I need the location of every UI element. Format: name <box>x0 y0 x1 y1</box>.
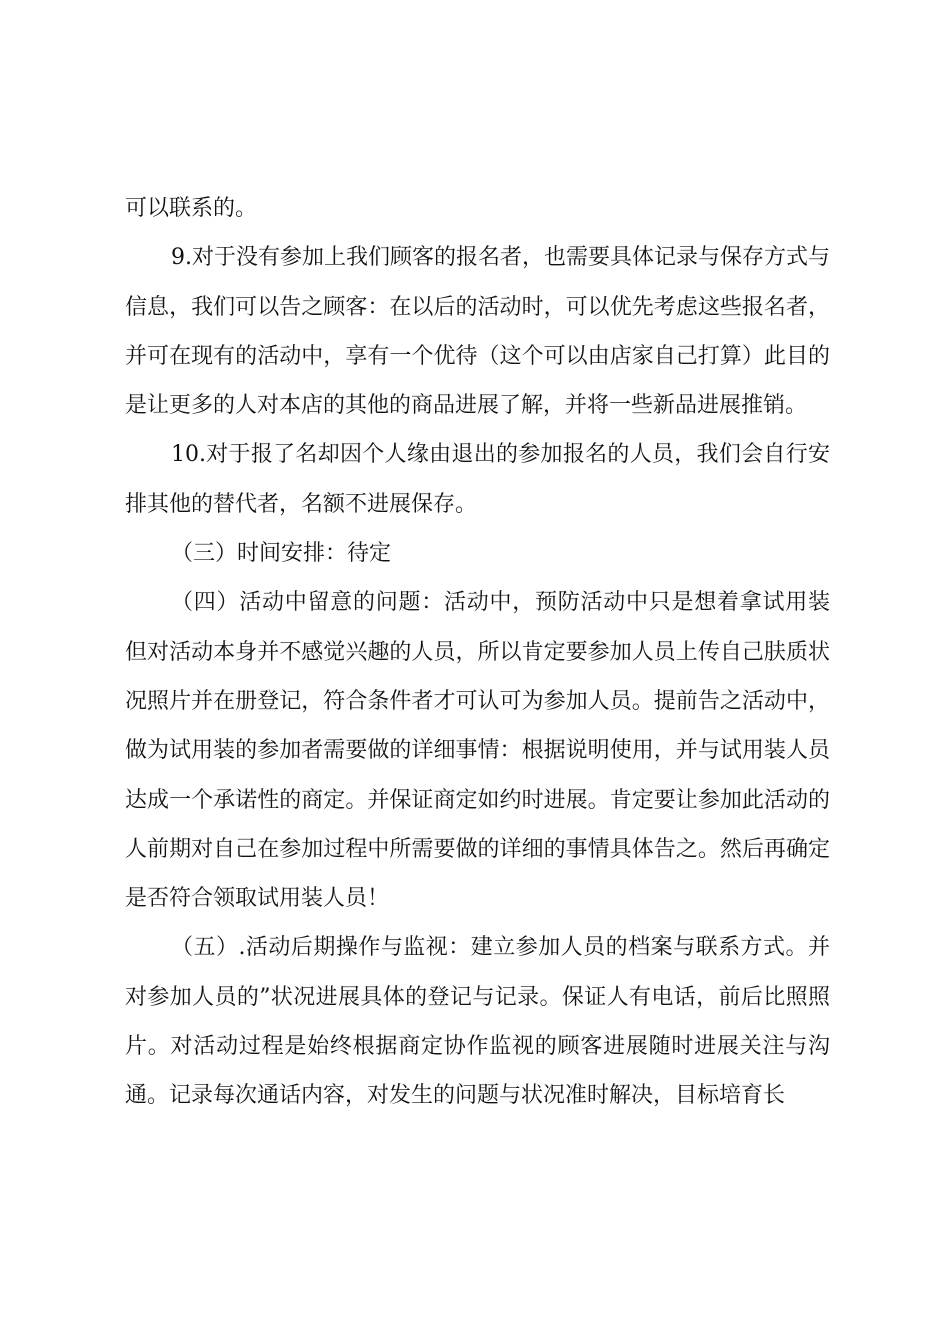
paragraph-continuation: 可以联系的。 <box>125 196 258 221</box>
section-post-activity-monitoring: （五）.活动后期操作与监视：建立参加人员的档案与联系方式。并对参加人员的”状况进展具体的登记与记录。保证人有电话，前后比照照片。对活动过程是始终根据商定协作监视的顾客进展随时进展关注与沟通。记录每次通话内容，对发生的问题与状况准时解决，目标培育长 <box>125 935 830 1109</box>
paragraph-item-10: 10.对于报了名却因个人缘由退出的参加报名的人员，我们会自行安排其他的替代者，名额不进展保存。 <box>125 442 830 517</box>
section-activity-issues: （四）活动中留意的问题：活动中，预防活动中只是想着拿试用装但对活动本身并不感觉兴趣的人员，所以肯定要参加人员上传自己肤质状况照片并在册登记，符合条件者才可认可为参加人员。提前告之活动中，做为试用装的参加者需要做的详细事情：根据说明使用，并与试用装人员达成一个承诺性的商定。并保证商定如约时进展。肯定要让参加此活动的人前期对自己在参加过程中所需要做的详细的事情具体告之。然后再确定是否符合领取试用装人员！ <box>125 590 830 912</box>
document-body <box>125 184 830 1121</box>
paragraph-item-9: 9.对于没有参加上我们顾客的报名者，也需要具体记录与保存方式与信息，我们可以告之顾客：在以后的活动时，可以优先考虑这些报名者，并可在现有的活动中，享有一个优待（这个可以由店家自己打算）此目的是让更多的人对本店的其他的商品进展了解，并将一些新品进展推销。 <box>125 245 830 419</box>
section-time-arrangement: （三）时间安排：待定 <box>171 541 392 567</box>
